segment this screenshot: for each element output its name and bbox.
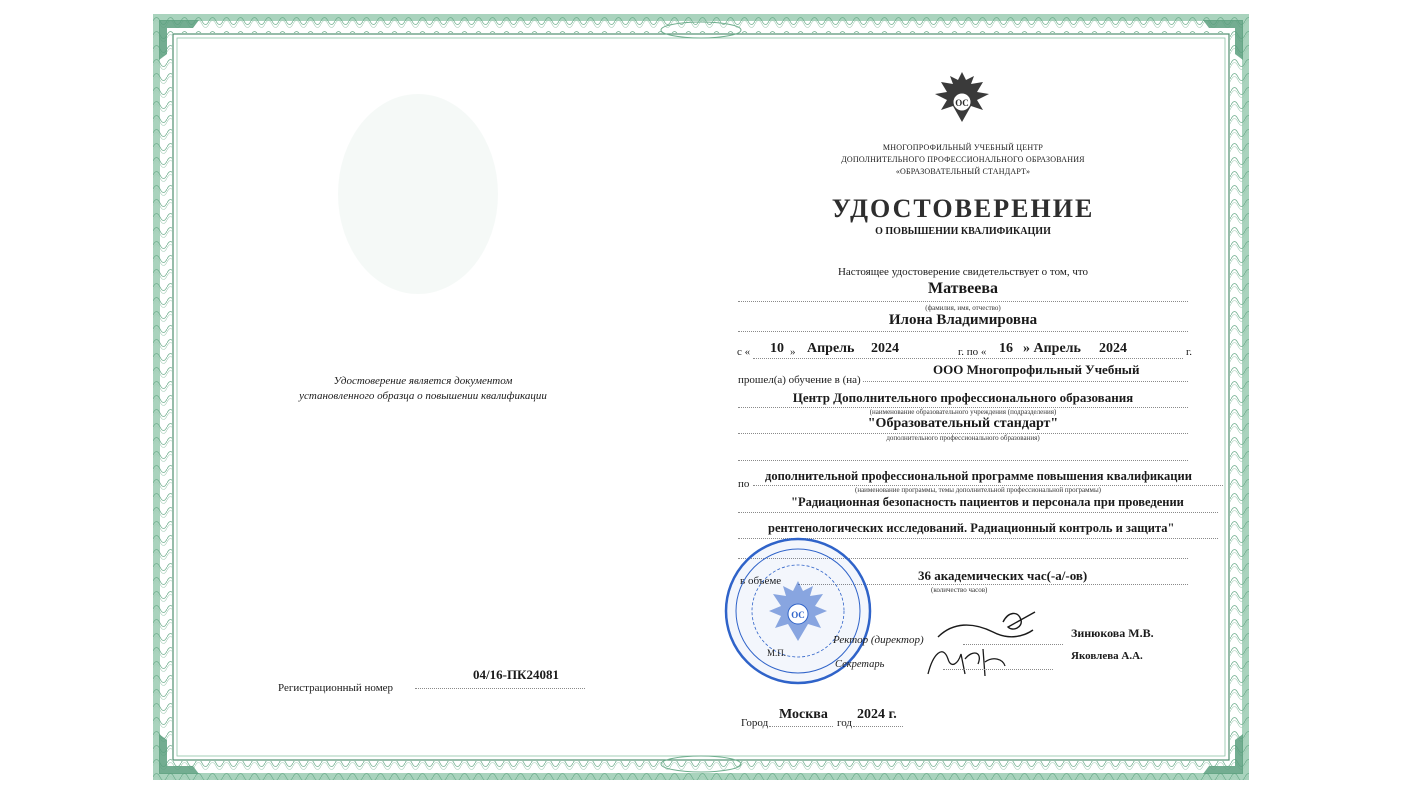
city-label: Город xyxy=(741,717,769,729)
month-from: Апрель xyxy=(807,341,855,356)
svg-text:ОС: ОС xyxy=(791,610,805,620)
institution-line-1-rule xyxy=(863,381,1188,382)
institution-caption-2: дополнительного профессионального образования) xyxy=(886,434,1040,442)
institution-line-3: "Образовательный стандарт" xyxy=(867,416,1059,431)
note-line-1: Удостоверение является документом xyxy=(333,375,513,387)
program-line-1-rule xyxy=(738,512,1218,513)
rector-name: Зинюкова М.В. xyxy=(1071,626,1154,640)
day-to: 16 xyxy=(999,341,1013,356)
year-suffix: г. xyxy=(1186,346,1193,358)
secretary-sign-line xyxy=(943,669,1053,670)
svg-text:ОС: ОС xyxy=(955,98,969,108)
year-to: 2024 xyxy=(1099,341,1127,356)
org-line-3: «ОБРАЗОВАТЕЛЬНЫЙ СТАНДАРТ» xyxy=(895,167,1031,176)
emblem xyxy=(929,66,995,132)
left-note xyxy=(258,374,588,404)
institution-line-1: ООО Многопрофильный Учебный xyxy=(933,362,1140,377)
certificate xyxy=(153,14,1249,780)
institution-line-2: Центр Дополнительного профессионального образования xyxy=(792,390,1134,405)
surname-line xyxy=(738,301,1188,302)
year-label: год xyxy=(837,717,853,729)
name-line xyxy=(738,331,1188,332)
program-caption: (наименование программы, темы дополнительной профессиональной программы) xyxy=(855,486,1101,494)
note-line-2: установленного образца о повышении квалификации xyxy=(299,390,547,402)
hours-caption: (количество часов) xyxy=(931,586,988,594)
institution-caption-1: (наименование образовательного учреждения (подразделения) xyxy=(869,408,1057,416)
rector-label: Ректор (директор) xyxy=(833,634,924,646)
secretary-label: Секретарь xyxy=(835,659,885,670)
intro-text: Настоящее удостоверение свидетельствует о том, что xyxy=(837,266,1089,278)
year-from: 2024 xyxy=(871,341,899,356)
issue-year: 2024 г. xyxy=(857,707,897,722)
city: Москва xyxy=(779,707,828,722)
document-subtitle: О ПОВЫШЕНИИ КВАЛИФИКАЦИИ xyxy=(875,226,1051,237)
name-patronymic: Илона Владимировна xyxy=(888,312,1038,328)
org-header xyxy=(793,142,1133,178)
date-from-prefix: с « xyxy=(737,346,751,358)
reg-number-label: Регистрационный номер xyxy=(278,682,394,694)
month-to: » Апрель xyxy=(1023,341,1081,356)
eagle-emblem-icon xyxy=(929,66,995,132)
city-rule xyxy=(769,726,833,727)
program-line-1: "Радиационная безопасность пациентов и персонала при проведении xyxy=(791,495,1184,509)
stamp-mp-label: М.П. xyxy=(767,648,787,658)
org-line-1: МНОГОПРОФИЛЬНЫЙ УЧЕБНЫЙ ЦЕНТР xyxy=(882,143,1044,152)
reg-number-line xyxy=(415,688,585,689)
org-line-2: ДОПОЛНИТЕЛЬНОГО ПРОФЕССИОНАЛЬНОГО ОБРАЗОВАНИЯ xyxy=(841,155,1085,164)
hours: 36 академических час(-а/-ов) xyxy=(918,568,1088,583)
date-to-prefix: г. по « xyxy=(958,346,987,358)
watermark-eagle xyxy=(338,94,498,294)
day-from: 10 xyxy=(770,341,784,356)
document-title: УДОСТОВЕРЕНИЕ xyxy=(831,194,1095,223)
year-rule xyxy=(853,726,903,727)
blank-rule xyxy=(738,460,1188,461)
secretary-name: Яковлева А.А. xyxy=(1071,650,1143,662)
dates-line xyxy=(753,358,1183,359)
fio-caption: (фамилия, имя, отчество) xyxy=(925,304,1001,312)
secretary-signature xyxy=(923,634,1013,684)
po-label: по xyxy=(738,478,750,490)
day-from-quote: » xyxy=(790,346,796,358)
reg-number: 04/16-ПК24081 xyxy=(473,667,559,682)
surname: Матвеева xyxy=(927,280,999,297)
trained-label: прошел(а) обучение в (на) xyxy=(738,374,861,386)
program-type: дополнительной профессиональной программе повышения квалификации xyxy=(765,469,1192,483)
program-line-2: рентгенологических исследований. Радиационный контроль и защита" xyxy=(768,521,1175,535)
